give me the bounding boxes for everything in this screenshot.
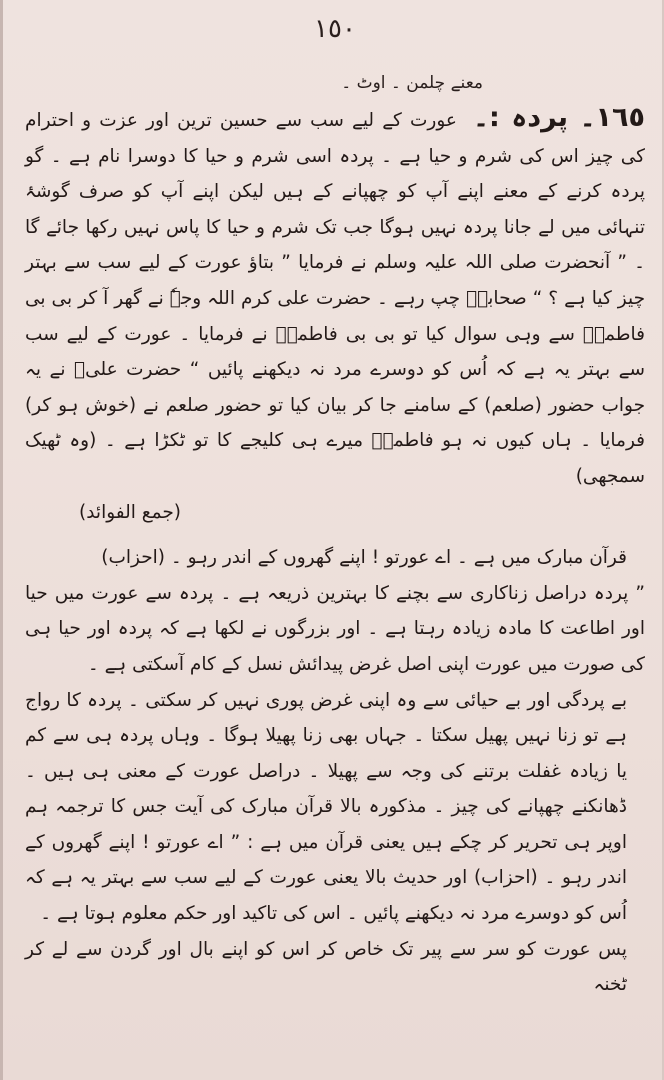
page-body (25, 100, 645, 1003)
intro-paragraph (25, 100, 645, 495)
page-number: ١٥٠ (314, 14, 356, 44)
paragraph-3: بے پردگی اور بے حیائی سے وہ اپنی غرض پوری نہیں کر سکتی ۔ پردہ کا رواج ہے تو زنا نہیں پھیل سکتا ۔ جہاں بھی زنا پھیلا ہوگا ۔ وہاں پردہ ہی سے کم یا زیادہ غفلت برتنے کی وجہ سے پھیلا ۔ دراصل عورت کے معنی ہی ہیں ۔ ڈھانکنے چھپانے کی چیز ۔ مذکورہ بالا قرآن مبارک کی آیت جس کا ترجمہ ہم اوپر ہی تحریر کر چکے ہیں یعنی قرآن میں ہے : ” اے عورتو ! اپنے گھروں کے اندر رہو ۔ (احزاب) اور حدیث بالا یعنی عورت کے لیے سب سے بہتر یہ ہے کہ اُس کو دوسرے مرد نہ دیکھنے پائیں ۔ اس کی تاکید اور حکم معلوم ہوتا ہے ۔ (25, 689, 627, 925)
intro-text: عورت کے لیے سب سے حسین ترین اور عزت و احترام کی چیز اس کی شرم و حیا ہے ۔ پردہ اسی شرم و حیا کا دوسرا نام ہے ۔ گو پردہ کرنے کے معنے اپنے آپ کو چھپانے کے ہیں لیکن اپنے آپ کو صرف گوشۂ تنہائی میں لے جانا پردہ نہیں ہوگا جب تک شرم و حیا کا پاس نہیں رکھا جائے گا ۔ ” آنحضرت صلی اللہ علیہ وسلم نے فرمایا ” بتاؤ عورت کے لیے سب سے بہتر چیز کیا ہے ؟ “ صحابہؓ چپ رہے ۔ حضرت علی کرم اللہ وجہٗ نے گھر آ کر بی بی فاطمہؓ سے وہی سوال کیا تو بی بی فاطمہؓ نے فرمایا ۔ عورت کے لیے سب سے بہتر یہ ہے کہ اُس کو دوسرے مرد نہ دیکھنے پائیں “ حضرت علیؓ نے یہ جواب حضور (صلعم) کے سامنے جا کر بیان کیا تو حضور صلعم نے (خوش ہو کر) فرمایا ۔ ہاں کیوں نہ ہو فاطمہؓ میرے ہی کلیجے کا تو ٹکڑا ہے ۔ (وہ ٹھیک سمجھی) (25, 110, 645, 487)
paragraph-4: پس عورت کو سر سے پیر تک خاص کر اس کو اپنے بال اور گردن سے لے کر ٹخنہ (25, 938, 627, 996)
source-citation: (جمع الفوائد) (79, 501, 181, 523)
heading-subtitle: معنے چلمن ۔ اوٹ ۔ (341, 73, 483, 93)
section-heading: ١٦٥۔ پردہ :۔ (473, 102, 645, 133)
paragraph-2: ” پردہ دراصل زناکاری سے بچنے کا بہترین ذریعہ ہے ۔ پردہ سے عورت میں حیا اور اطاعت کا مادہ زیادہ رہتا ہے ۔ اور بزرگوں نے لکھا ہے کہ پردہ اور حیا ہی کی صورت میں عورت اپنی اصل غرض پیدائش نسل کے کام آسکتی ہے ۔ (25, 582, 645, 675)
quran-line: قرآن مبارک میں ہے ۔ اے عورتو ! اپنے گھروں کے اندر رہو ۔ (احزاب) (101, 547, 627, 569)
spacer (25, 530, 645, 540)
